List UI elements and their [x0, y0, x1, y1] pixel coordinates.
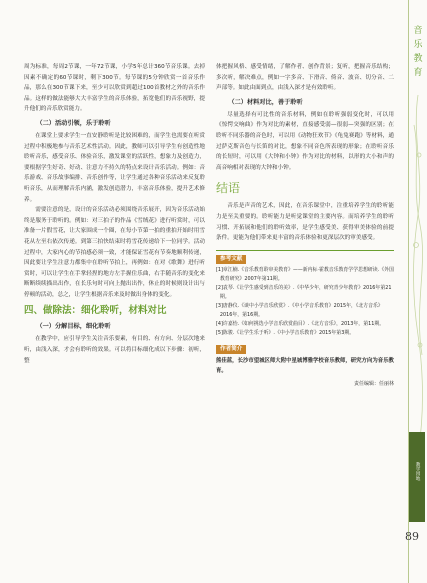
- editor-credit: 责任编辑：任丽林: [353, 381, 394, 388]
- section-heading: 四、做除法：细化聆听，材料对比: [24, 305, 167, 317]
- paragraph: 尽量选择有可比性的音乐材料，例如在聆听强弱变化时，可以用《惊愕交响曲》作为对比的素材，直接感受弱—很弱—突强的区别；在聆听不同乐器的音色时，可以用《动物狂欢节》《龟兔赛跑》等材料，通过萨克斯音色与长笛的对比，想象不同音色所表现的形象；在聆听音乐的长短时，可以用《大钟和小钟》作为对比的材料，以形的大小和声的高音响相对表现的大钟和小钟。: [216, 111, 394, 171]
- subheading: （一）分解目标，细化聆听: [36, 323, 111, 331]
- reference-item: [4]许嘉怡.《如何挑选小学音乐欣赏曲目》.《北方音乐》，2013年，第11期。: [216, 321, 385, 328]
- author-bio: 熊佳蓝，长沙市望城区师大附中星城博雅学校音乐教师，研究方向为音乐教育。: [216, 357, 394, 374]
- section-strip: [409, 432, 425, 522]
- reference-item: [3]唐静仪.《谈中小学音乐欣赏》.《中小学音乐教育》2015年，《北方音乐》2016年，第16期。: [216, 303, 383, 319]
- references-tag: 参考文献: [216, 255, 246, 264]
- reference-item: [1]章江楠.《音乐教育聆审美教育》——新内标·霍教音乐教育学学思想研读.《外国教育研究》2007年第11期。: [216, 267, 394, 283]
- paragraph: 需要注意的是，设计的音乐活动必须围绕音乐展开，因为音乐活动始终是服务于聆听的。例如：对三拍子的作品《雪绒花》进行听赏时，可以准备一片假雪花，让大家围成一个圈，在每小节第一拍的重拍开始时用雪花从左至右依次传递。到第三拍快结束时将雪花传递给下一位同学。活动过程中，大家内心的节拍感必须一致，才能保证雪花有节奏地顺利传递，因此要让学生注意力都集中在聆听节拍上，再例如：在对《歌舞》进行听赏时，可以让学生在手掌轻捏的地方左手握住乐曲，右手随音乐的变化来断断续续描出出作，在长乐句时可向上抛出出作，休止的时候则设计出与停顿的活动，总之，让学生根据音乐来及时做出身体的变化。: [24, 207, 205, 298]
- author-tag: 作者简介: [216, 345, 246, 354]
- paragraph: 音乐是声音的艺术，因此，在音乐课堂中，注重培养学生的聆听能力是至关重要的。聆听能力是听觉课堂的主要内容。而培养学生的聆听习惯、开拓展和他们的聆听效率，是学生感受美、获得审美体验的前提条件。更能为他们带来更丰富的音乐体验和更深层次的审美感受。: [216, 203, 394, 242]
- subheading: （二）活动引领，乐于聆听: [36, 119, 111, 127]
- side-title: 音乐教育: [413, 26, 423, 78]
- right-column: [216, 62, 394, 389]
- subheading: （二）材料对比，善于聆听: [228, 98, 303, 106]
- paragraph: 在课堂上要求学生一直安静聆听是比较困难的，而学生也需要在听赏过程中积极地参与音乐艺术性活动。因此，教师可以引导学生有创造性地聆听音乐，感受音乐、体验音乐，激发课堂的活跃性，想象力及创造力，要根据学生好奇、好动、注意力不持久的特点来设计音乐活动。例如：音乐游戏、音乐故事编排、音乐创作等，让学生通过各种音乐活动来反复聆听音乐，从而理解音乐内涵，激发创造潜力，丰富音乐体验，提升艺术修养。: [24, 132, 205, 203]
- reference-item: [5]陈骏.《让学生乐于听》.《中小学音乐教育》2015年第3期。: [216, 330, 355, 337]
- references-box: [216, 250, 394, 339]
- left-column: [24, 62, 205, 366]
- paragraph: 周为标准，每周2节课，一年72节课，小学5年总计360节音乐课。去掉因素不确定的60节课时，剩下300节。每节课的5分钟欣赏一首音乐作品，那么在300节课下来，至少可以欣赏到超过100首教材之外的音乐作品。这样的做法能够大大丰富学生的音乐体验，拓宽他们的音乐视野，提升他们的音乐欣赏能力。: [24, 64, 205, 113]
- author-box: [216, 344, 394, 389]
- side-decoration: [410, 95, 426, 455]
- references-list: [216, 266, 394, 338]
- page-number: 89: [405, 530, 419, 543]
- strip-label: 教学园地: [415, 462, 420, 481]
- conclusion-heading: 结语: [216, 181, 241, 196]
- paragraph: 在教学中，应引导学生关注音乐要素，有目的、有方向、分层次地来听，由浅入深，才会有聆听的效果。可以将目标细化成以下步骤：初听，整: [24, 336, 205, 364]
- reference-item: [2]袁琴.《让学生感受到音乐的美》.《中华少年，研究青少年教育》2016年第21期。: [216, 285, 392, 301]
- paragraph: 体把握风格、感受情绪，了解作者、创作背景；复听，把握音乐结构；多次听，解决难点，例如一字多音、下滑音、倚音、波音、切分音、二声部等。如此由面到点，由浅入深才是有效聆听。: [216, 64, 394, 92]
